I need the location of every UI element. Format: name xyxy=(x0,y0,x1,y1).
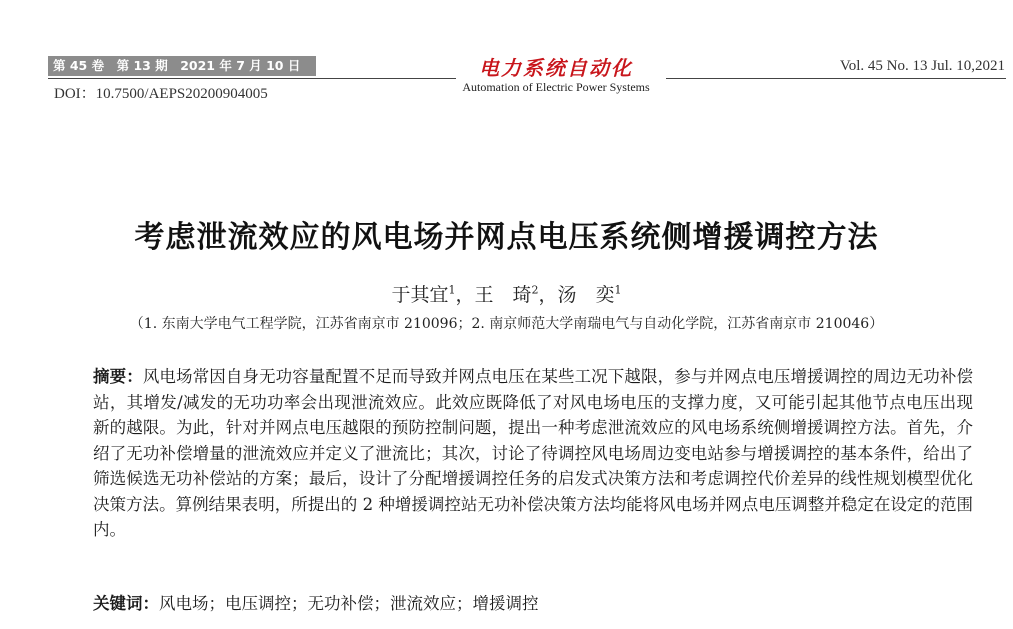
journal-name-en: Automation of Electric Power Systems xyxy=(462,80,650,94)
issue-badge: 第 45 卷 第 13 期 2021 年 7 月 10 日 xyxy=(48,56,316,76)
author-name: 王 琦 xyxy=(474,284,532,306)
author-name: 于其宜 xyxy=(391,284,449,306)
author-affil-mark: 1 xyxy=(614,283,622,297)
author-name: 汤 奕 xyxy=(557,284,615,306)
header-rule-left xyxy=(48,78,456,79)
header-rule-right xyxy=(666,78,1006,79)
author-affil-mark: 1 xyxy=(448,283,456,297)
abstract xyxy=(93,364,973,543)
author-affil-mark: 2 xyxy=(531,283,539,297)
volume-info: Vol. 45 No. 13 Jul. 10,2021 xyxy=(839,58,1005,74)
abstract-text: 风电场常因自身无功容量配置不足而导致并网点电压在某些工况下越限，参与并网点电压增援调控的周边无功补偿站，其增发/减发的无功功率会出现泄流效应。此效应既降低了对风电场电压的支撑力度，又可能引起其他节点电压出现新的越限。为此，针对并网点电压越限的预防控制问题，提出一种考虑泄流效应的风电场系统侧增援调控方法。首先，介绍了无功补偿增量的泄流效应并定义了泄流比；其次，讨论了待调控风电场周边变电站参与增援调控的基本条件，给出了筛选候选无功补偿站的方案；最后，设计了分配增援调控任务的启发式决策方法和考虑调控代价差异的线性规划模型优化决策方法。算例结果表明，所提出的 2 种增援调控站无功补偿决策方法均能将风电场并网点电压调整并稳定在设定的范围内。 xyxy=(93,367,974,539)
author-separator: ， xyxy=(538,284,558,306)
doi-text[interactable]: DOI：10.7500/AEPS20200904005 xyxy=(54,86,268,102)
keywords xyxy=(93,590,973,614)
author-list xyxy=(0,280,1013,307)
keywords-label: 关键词： xyxy=(93,594,159,613)
affiliations: （1. 东南大学电气工程学院，江苏省南京市 210096；2. 南京师范大学南瑞电气与自动化学院，江苏省南京市 210046） xyxy=(129,316,884,332)
author-separator: ， xyxy=(455,284,475,306)
keywords-text: 风电场；电压调控；无功补偿；泄流效应；增援调控 xyxy=(159,594,539,613)
journal-logo-cn: 电力系统自动化 xyxy=(479,56,633,80)
abstract-label: 摘要： xyxy=(93,367,143,386)
paper-title: 考虑泄流效应的风电场并网点电压系统侧增援调控方法 xyxy=(134,220,879,255)
